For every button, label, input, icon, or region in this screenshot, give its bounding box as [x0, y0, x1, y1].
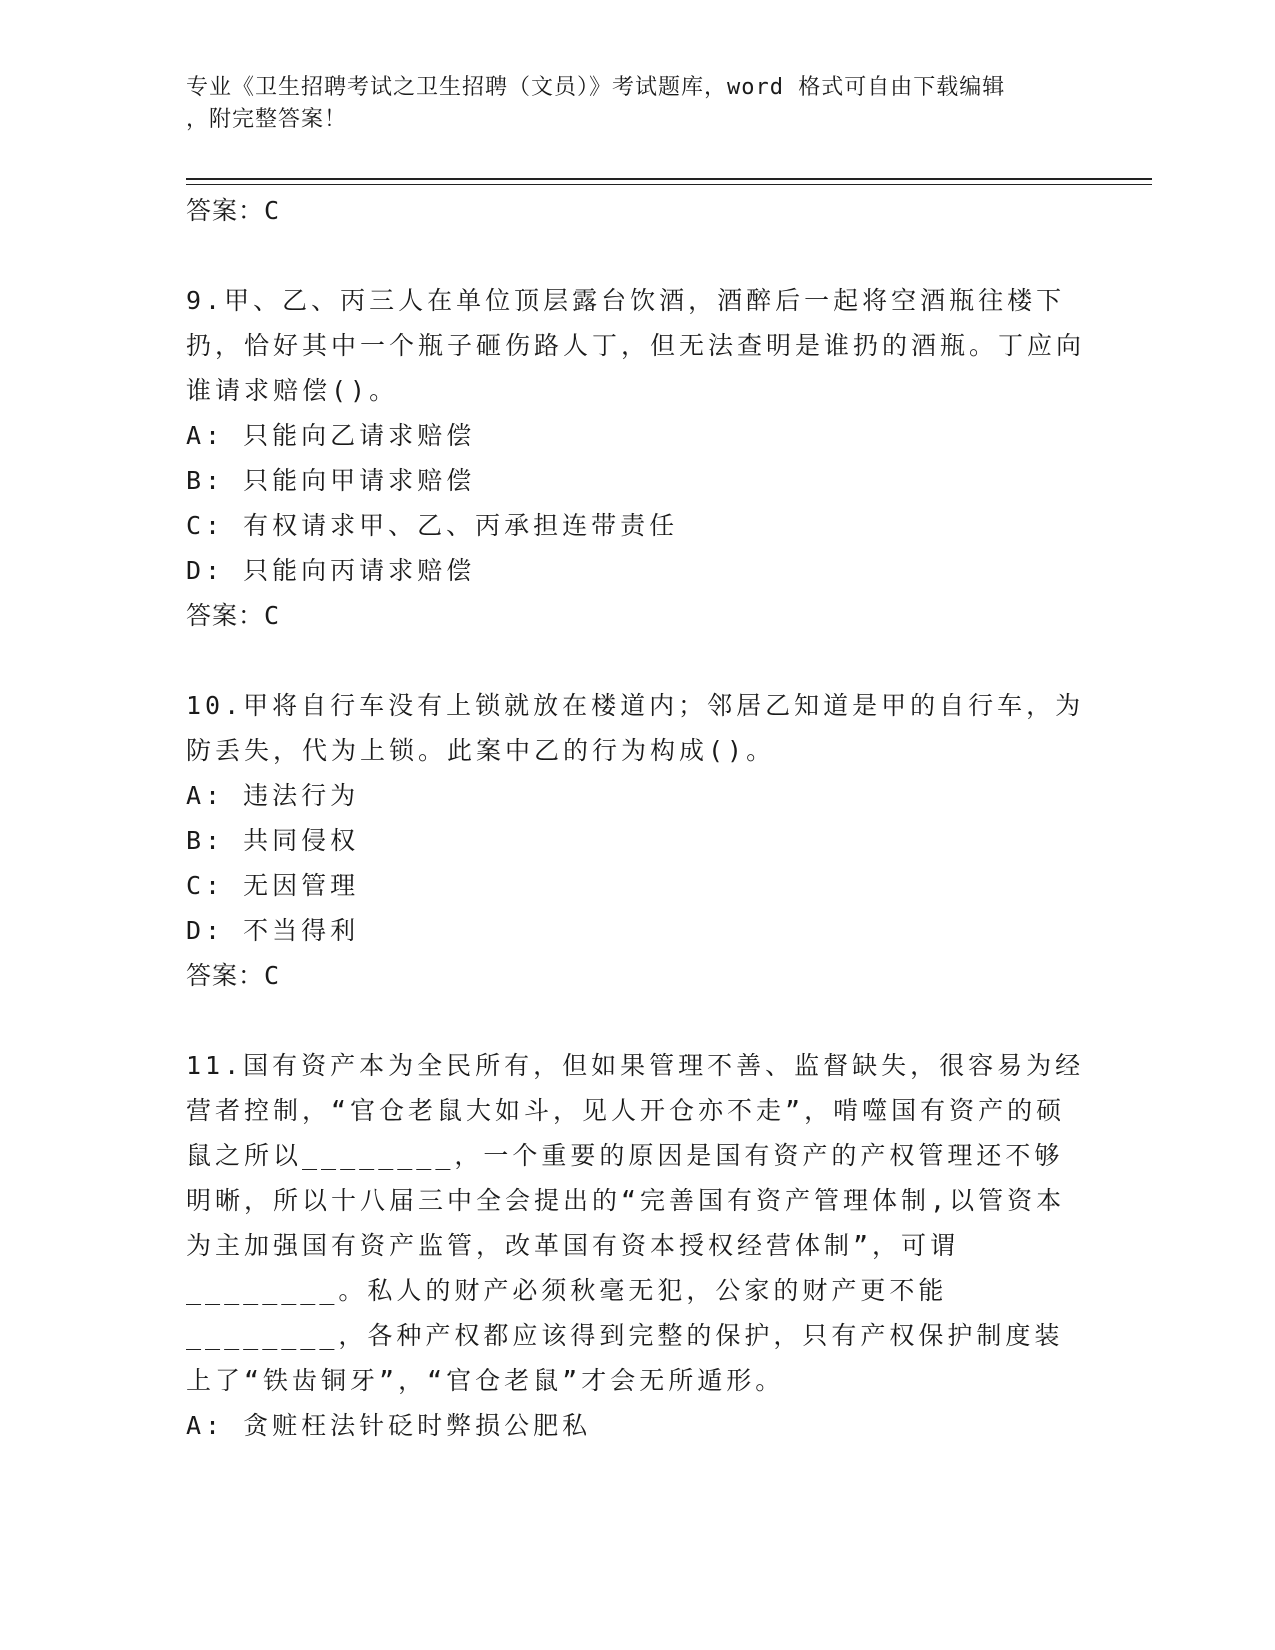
option-b [186, 818, 1086, 863]
option-key: D: [186, 556, 225, 585]
option-text: 违法行为 [243, 781, 360, 810]
header-line-2: ，附完整答案！ [186, 107, 348, 132]
option-text: 只能向乙请求赔偿 [243, 421, 476, 450]
question-stem: 9.甲、乙、丙三人在单位顶层露台饮酒，酒醉后一起将空酒瓶往楼下扔，恰好其中一个瓶子砸伤路人丁，但无法查明是谁扔的酒瓶。丁应向谁请求赔偿()。 [186, 286, 1086, 405]
spacer [186, 999, 1086, 1043]
option-text: 有权请求甲、乙、丙承担连带责任 [243, 511, 679, 540]
option-b [186, 458, 1086, 503]
question-11 [186, 1043, 1086, 1448]
option-text: 只能向丙请求赔偿 [243, 556, 476, 585]
option-a [186, 773, 1086, 818]
answer-label: 答案： [186, 601, 265, 630]
spacer [186, 639, 1086, 683]
spacer [186, 234, 1086, 278]
header-rule-thick [186, 178, 1152, 180]
option-key: B: [186, 826, 225, 855]
answer-value: C [264, 961, 281, 990]
document-header [186, 72, 1066, 136]
option-key: B: [186, 466, 225, 495]
option-key: C: [186, 511, 225, 540]
answer-value: C [264, 601, 281, 630]
option-text: 无因管理 [243, 871, 360, 900]
option-key: A: [186, 1411, 225, 1440]
answer-label: 答案： [186, 196, 265, 225]
question-9 [186, 278, 1086, 639]
question-stem: 11.国有资产本为全民所有，但如果管理不善、监督缺失，很容易为经营者控制，“官仓老鼠大如斗，见人开仓亦不走”，啃噬国有资产的硕鼠之所以________，一个重要的原因是国有资产的产权管理还不够明晰，所以十八届三中全会提出的“完善国有资产管理体制,以管资本为主加强国有资产监管，改革国有资本授权经营体制”，可谓________。私人的财产必须秋毫无犯，公家的财产更不能________，各种产权都应该得到完整的保护，只有产权保护制度装上了“铁齿铜牙”，“官仓老鼠”才会无所遁形。 [186, 1051, 1085, 1395]
option-c [186, 503, 1086, 548]
option-d [186, 548, 1086, 593]
option-a [186, 413, 1086, 458]
answer-line [186, 593, 1086, 639]
option-text: 只能向甲请求赔偿 [243, 466, 476, 495]
question-stem: 10.甲将自行车没有上锁就放在楼道内；邻居乙知道是甲的自行车，为防丢失，代为上锁。此案中乙的行为构成()。 [186, 691, 1085, 765]
option-key: C: [186, 871, 225, 900]
option-text: 贪赃枉法针砭时弊损公肥私 [243, 1411, 592, 1440]
answer-value: C [264, 196, 281, 225]
answer-label: 答案： [186, 961, 265, 990]
option-a [186, 1403, 1086, 1448]
option-text: 不当得利 [243, 916, 360, 945]
option-key: D: [186, 916, 225, 945]
question-10 [186, 683, 1086, 999]
option-key: A: [186, 421, 225, 450]
header-rule-thin [186, 184, 1152, 185]
document-body [186, 188, 1086, 1448]
answer-line [186, 953, 1086, 999]
answer-line [186, 188, 1086, 234]
option-c [186, 863, 1086, 908]
option-key: A: [186, 781, 225, 810]
header-line-1: 专业《卫生招聘考试之卫生招聘（文员）》考试题库，word 格式可自由下载编辑 [186, 75, 1006, 100]
option-d [186, 908, 1086, 953]
option-text: 共同侵权 [243, 826, 360, 855]
